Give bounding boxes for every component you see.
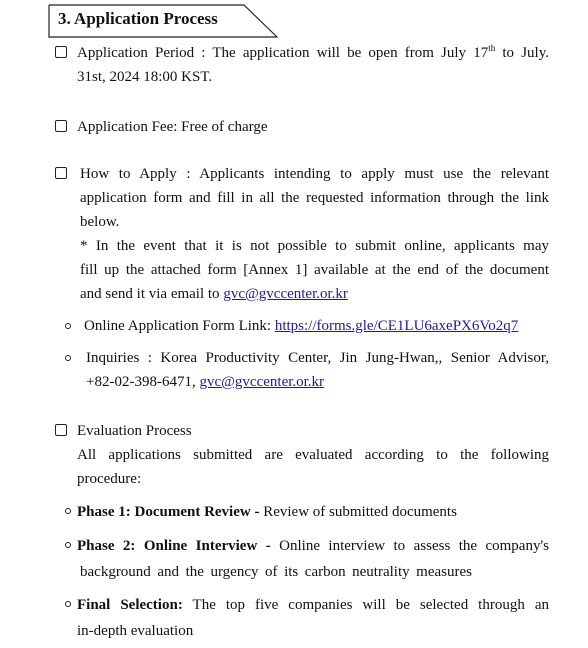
final-selection <box>77 595 549 615</box>
section-header <box>48 4 280 38</box>
period-line1 <box>77 43 549 63</box>
checkbox-icon <box>55 46 67 58</box>
final-selection-sep <box>183 597 193 613</box>
period-line2: 31st, 2024 18:00 KST. <box>77 69 213 85</box>
period-sup: th <box>488 43 496 53</box>
phase-1-sep: - <box>250 504 264 520</box>
inquiries-email-link[interactable]: gvc@gvccenter.or.kr <box>199 374 325 390</box>
bullet-circle-icon <box>65 355 71 361</box>
bullet-circle-icon <box>65 323 71 329</box>
period-end: to July. <box>495 45 549 61</box>
application-form-link[interactable]: https://forms.gle/CE1LU6axePX6Vo2q7 <box>274 318 519 334</box>
phase-2-sep: - <box>257 538 280 554</box>
bullet-circle-icon <box>65 601 71 607</box>
inquiries-line1: Inquiries : Korea Productivity Center, Jin Jung-Hwan,, Senior Advisor, <box>86 350 549 366</box>
period-label: Application Period : The application will be open from July 17 <box>77 45 489 61</box>
evaluation-intro2: procedure: <box>77 471 142 487</box>
phase-2 <box>77 536 549 556</box>
checkbox-icon <box>55 424 67 436</box>
how-line1: How to Apply : Applicants intending to apply must use the relevant <box>80 166 549 182</box>
how-line4: * In the event that it is not possible to submit online, applicants may <box>80 238 549 254</box>
evaluation-intro1: All applications submitted are evaluated according to the following <box>77 447 549 463</box>
phase-2-line2: background and the urgency of its carbon neutrality measures <box>80 564 472 580</box>
inquiries-phone: +82-02-398-6471, <box>86 374 200 390</box>
how-line3: below. <box>80 214 120 230</box>
online-link-label: Online Application Form Link: <box>84 318 275 334</box>
inquiries-line2 <box>86 372 324 392</box>
how-line6-prefix: and send it via email to <box>80 286 224 302</box>
phase-1-title: Phase 1: Document Review <box>77 504 251 520</box>
phase-2-title: Phase 2: Online Interview <box>77 538 258 554</box>
final-selection-title: Final Selection: <box>77 597 183 613</box>
checkbox-icon <box>55 167 67 179</box>
evaluation-title: Evaluation Process <box>77 423 192 439</box>
phase-1 <box>77 502 457 522</box>
final-selection-line2: in-depth evaluation <box>77 623 194 639</box>
how-line5: fill up the attached form [Annex 1] available at the end of the document <box>80 262 549 278</box>
online-link-line <box>84 316 518 336</box>
fee-text: Application Fee: Free of charge <box>77 119 268 135</box>
how-line2: application form and fill in all the requested information through the link <box>80 190 549 206</box>
final-selection-text: The top five companies will be selected through an <box>192 597 549 613</box>
bullet-circle-icon <box>65 508 71 514</box>
how-line6 <box>80 284 348 304</box>
checkbox-icon <box>55 120 67 132</box>
email-link[interactable]: gvc@gvccenter.or.kr <box>223 286 348 302</box>
page-title: 3. Application Process <box>58 9 218 28</box>
bullet-circle-icon <box>65 542 71 548</box>
phase-1-text: Review of submitted documents <box>263 504 457 520</box>
phase-2-text: Online interview to assess the company's <box>279 538 549 554</box>
